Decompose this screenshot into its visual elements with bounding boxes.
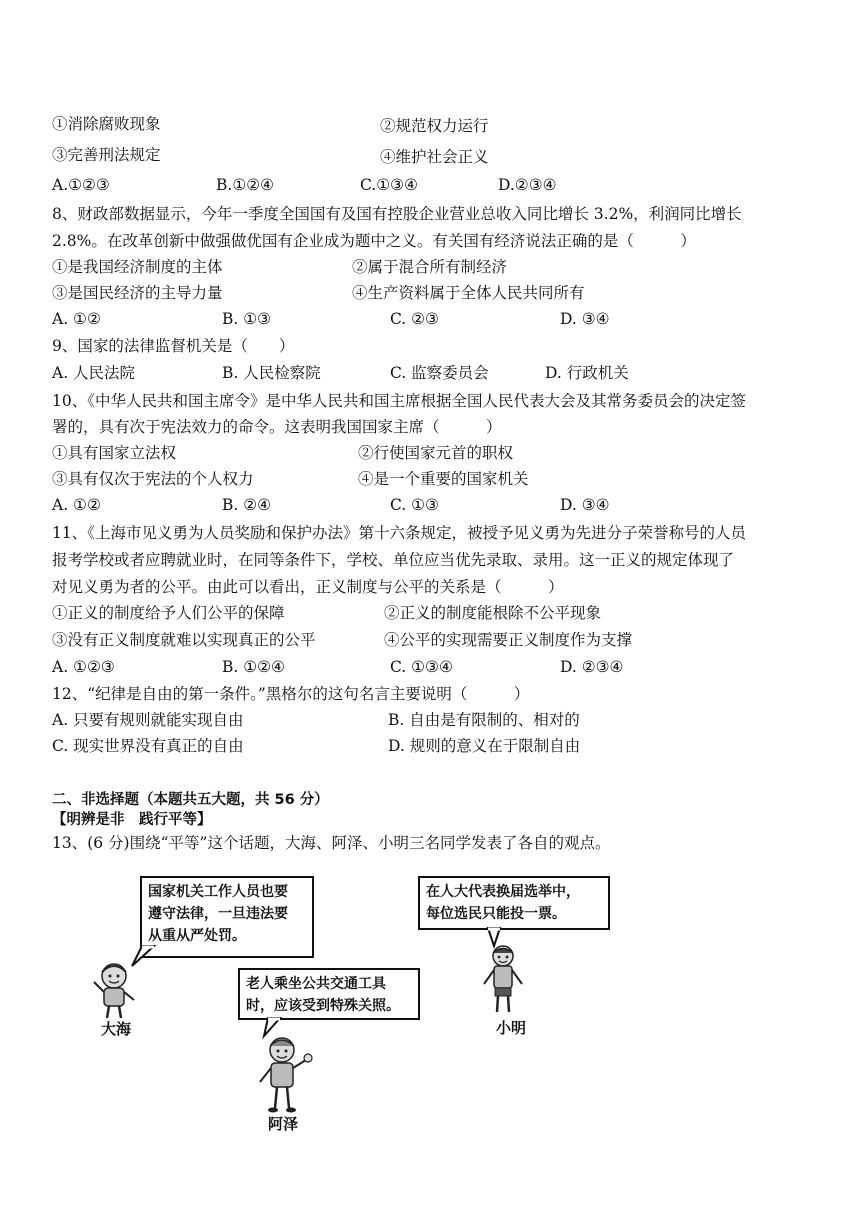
- q9-choice-a: A. 人民法院: [52, 364, 136, 382]
- xiaoming-speech-line2: 每位选民只能投一票。: [426, 906, 566, 922]
- q11-stem-line1: 11、《上海市见义勇为人员奖励和保护办法》第十六条规定，被授予见义勇为先进分子荣誉称号的人员: [52, 524, 746, 542]
- q11-option-2: ②正义的制度能根除不公平现象: [384, 604, 602, 622]
- q10-option-1: ①具有国家立法权: [52, 444, 177, 462]
- q11-choice-d: D. ②③④: [560, 658, 624, 676]
- q10-choice-a: A. ①②: [52, 496, 101, 514]
- q7-option-1: ①消除腐败现象: [52, 115, 161, 133]
- q7-option-3: ③完善刑法规定: [52, 146, 161, 164]
- section-2-subheading: 【明辨是非 践行平等】: [52, 812, 212, 828]
- q7-choice-a: A.①②③: [52, 176, 110, 194]
- q10-option-3: ③具有仅次于宪法的个人权力: [52, 470, 254, 488]
- dahai-speech-line1: 国家机关工作人员也要: [148, 884, 288, 900]
- xiaoming-speech-bubble: [418, 876, 610, 930]
- q12-choice-a: A. 只要有规则就能实现自由: [52, 711, 244, 729]
- aze-speech-line1: 老人乘坐公共交通工具: [246, 976, 386, 992]
- q7-choice-d: D.②③④: [498, 176, 557, 194]
- q8-choice-b: B. ①③: [222, 310, 272, 328]
- q10-option-4: ④是一个重要的国家机关: [358, 470, 529, 488]
- q10-choice-b: B. ②④: [222, 496, 272, 514]
- q10-choice-c: C. ①③: [390, 496, 439, 514]
- q11-stem-line2: 报考学校或者应聘就业时，在同等条件下，学校、单位应当优先录取、录用。这一正义的规定体现了: [52, 551, 735, 569]
- q8-option-1: ①是我国经济制度的主体: [52, 258, 223, 276]
- xiaoming-name-label: 小明: [496, 1019, 527, 1037]
- q8-choice-c: C. ②③: [390, 310, 439, 328]
- aze-speech-line2: 时，应该受到特殊关照。: [246, 998, 400, 1014]
- q12-choice-b: B. 自由是有限制的、相对的: [388, 711, 580, 729]
- q12-choice-d: D. 规则的意义在于限制自由: [388, 737, 581, 755]
- dahai-speech-line3: 从重从严处罚。: [148, 928, 246, 944]
- q9-choice-d: D. 行政机关: [545, 364, 629, 382]
- q7-option-4: ④维护社会正义: [380, 148, 489, 166]
- q7-choice-c: C.①③④: [360, 176, 418, 194]
- dahai-speech-bubble: [140, 876, 314, 958]
- aze-name-label: 阿泽: [268, 1115, 299, 1133]
- dahai-speech-line2: 遵守法律，一旦违法要: [148, 906, 288, 922]
- q11-option-4: ④公平的实现需要正义制度作为支撑: [384, 631, 633, 649]
- q11-choice-b: B. ①②④: [222, 658, 285, 676]
- q7-option-2: ②规范权力运行: [380, 117, 489, 135]
- q9-choice-b: B. 人民检察院: [222, 364, 321, 382]
- q8-choice-a: A. ①②: [52, 310, 101, 328]
- q8-stem-line2: 2.8%。在改革创新中做强做优国有企业成为题中之义。有关国有经济说法正确的是（ ）: [52, 232, 696, 250]
- q11-option-1: ①正义的制度给予人们公平的保障: [52, 604, 285, 622]
- section-2-heading: 二、非选择题（本题共五大题，共 56 分）: [52, 792, 329, 808]
- q10-choice-d: D. ③④: [560, 496, 610, 514]
- q11-choice-c: C. ①③④: [390, 658, 453, 676]
- q8-choice-d: D. ③④: [560, 310, 610, 328]
- xiaoming-speech-line1: 在人大代表换届选举中，: [426, 884, 580, 900]
- q8-option-2: ②属于混合所有制经济: [352, 258, 508, 276]
- q10-stem-line1: 10、《中华人民共和国主席令》是中华人民共和国主席根据全国人民代表大会及其常务委员会的决定签: [52, 392, 746, 410]
- q11-choice-a: A. ①②③: [52, 658, 115, 676]
- dahai-name-label: 大海: [101, 1020, 132, 1038]
- q9-stem: 9、国家的法律监督机关是（ ）: [52, 337, 295, 355]
- q10-stem-line2: 署的，具有次于宪法效力的命令。这表明我国国家主席（ ）: [52, 418, 502, 436]
- q11-stem-line3: 对见义勇为者的公平。由此可以看出，正义制度与公平的关系是（ ）: [52, 578, 564, 596]
- q12-choice-c: C. 现实世界没有真正的自由: [52, 737, 244, 755]
- q13-stem: 13、(6 分)围绕“平等”这个话题，大海、阿泽、小明三名同学发表了各自的观点。: [52, 834, 611, 852]
- aze-speech-bubble: [238, 968, 420, 1020]
- q9-choice-c: C. 监察委员会: [390, 364, 489, 382]
- aze-figure-illustration: [252, 1036, 316, 1116]
- q8-option-3: ③是国民经济的主导力量: [52, 284, 223, 302]
- q10-option-2: ②行使国家元首的职权: [358, 444, 514, 462]
- q11-option-3: ③没有正义制度就难以实现真正的公平: [52, 631, 316, 649]
- q12-stem: 12、“纪律是自由的第一条件。”黑格尔的这句名言主要说明（ ）: [52, 685, 530, 703]
- xiaoming-figure-illustration: [476, 944, 530, 1016]
- dahai-figure-illustration: [88, 962, 144, 1020]
- q8-stem-line1: 8、财政部数据显示，今年一季度全国国有及国有控股企业营业总收入同比增长 3.2%，利润同比增长: [52, 205, 742, 223]
- aze-bubble-tail: [262, 1018, 292, 1038]
- q7-choice-b: B.①②④: [216, 176, 275, 194]
- q8-option-4: ④生产资料属于全体人民共同所有: [352, 284, 585, 302]
